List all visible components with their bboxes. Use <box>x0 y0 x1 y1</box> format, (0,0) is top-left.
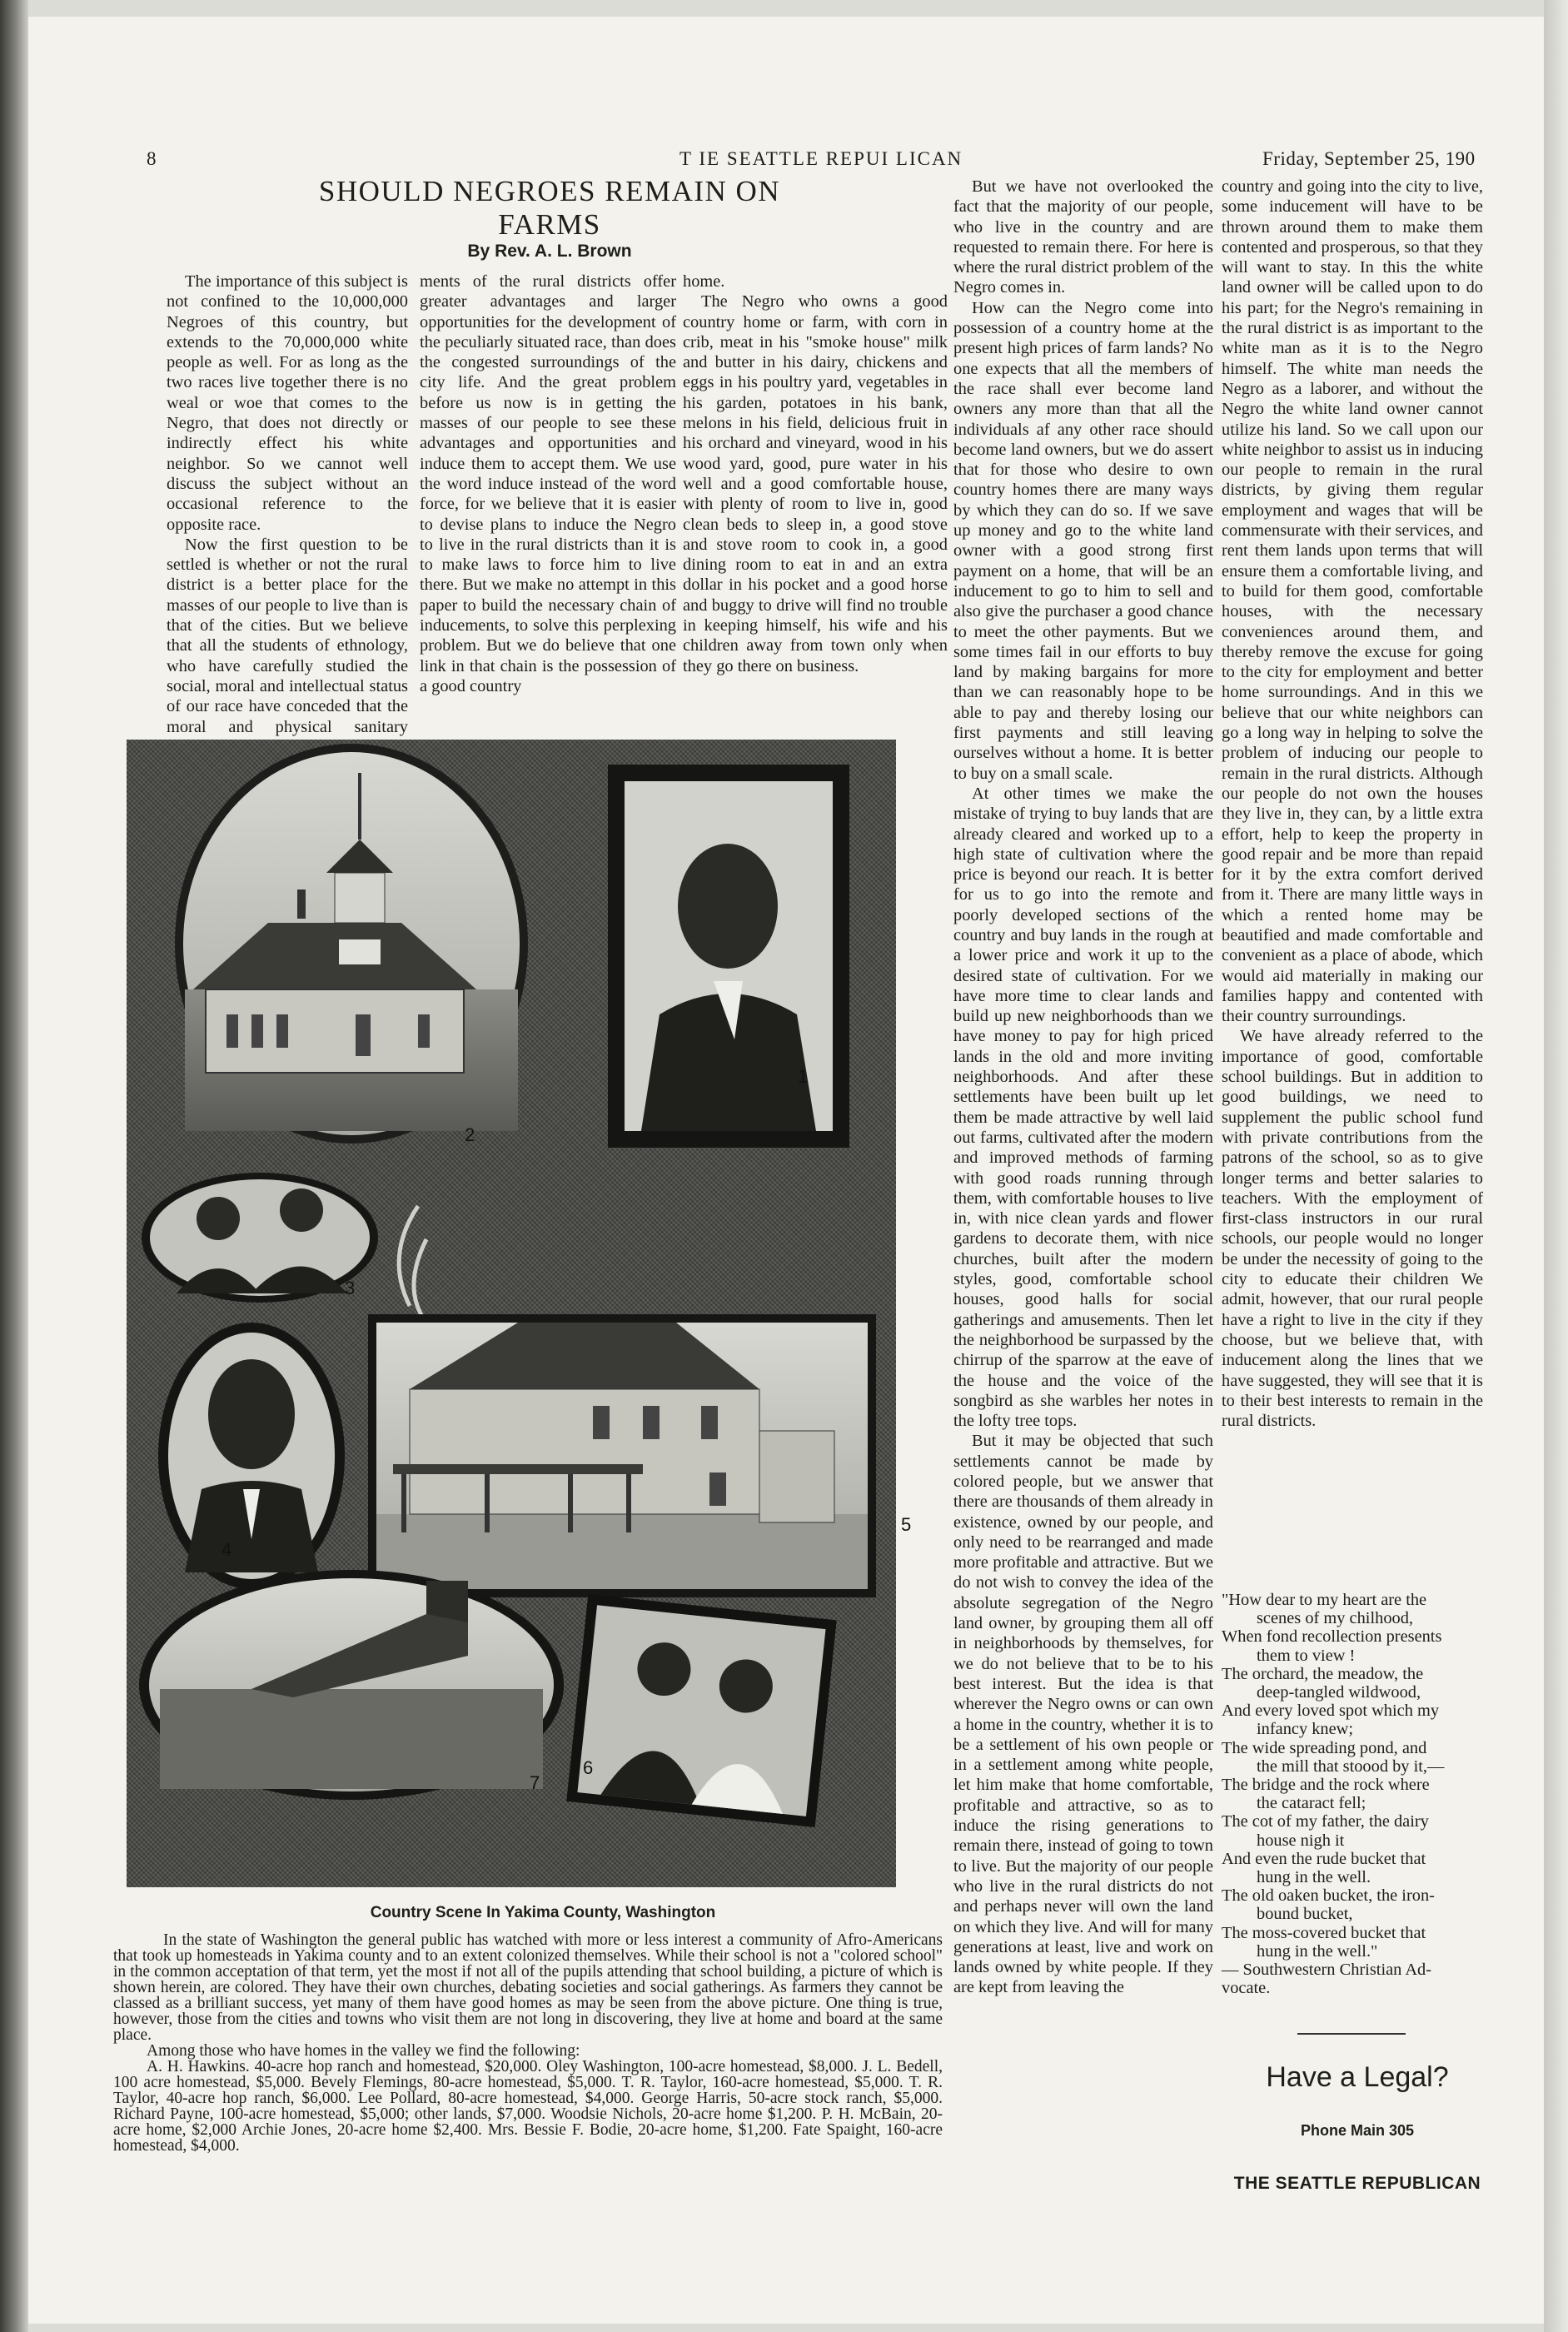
poem-line: The orchard, the meadow, the <box>1222 1664 1424 1683</box>
poem-line: — Southwestern Christian Ad- <box>1222 1961 1432 1980</box>
article-column-4 <box>953 177 1213 1998</box>
poem-line: them to view ! <box>1257 1646 1356 1665</box>
poem-line: The wide spreading pond, and <box>1222 1738 1427 1757</box>
poem-line: And even the rude bucket that <box>1222 1849 1426 1868</box>
poem-quote <box>1222 1591 1488 1997</box>
divider-rule <box>1297 2033 1406 2035</box>
poem-line: vocate. <box>1222 1979 1271 1998</box>
paragraph: But we have not overlooked the fact that the majority of our people, who live in the country and are requested to remain there. For here is where the rural district problem of the Negro comes in. <box>953 177 1213 297</box>
collage-illustration <box>127 740 896 1887</box>
article-column-2 <box>420 272 676 696</box>
poem-line: When fond recollection presents <box>1222 1627 1442 1647</box>
portrait-photo-1 <box>608 765 849 1148</box>
poem-line: the cataract fell; <box>1257 1794 1366 1813</box>
article-column-5 <box>1222 177 1483 1431</box>
poem-line: house nigh it <box>1257 1831 1345 1850</box>
schoolhouse-photo <box>175 744 528 1144</box>
paragraph: In the state of Washington the general public has watched with more or less interest a community of Afro-Americans that took up homesteads in Yakima county and to an extent colonized themselves. While their school is not a "colored school" in the common acceptation of that term, yet the most if not all of the pupils attending that school building, a picture of which is shown herein, are colored. They have their own churches, debating societies and social gatherings. As farmers they cannot be classed as a brilliant success, yet many of them have good homes as may be seen from the above picture. One thing is true, however, those from the cities and towns who visit them are not long in discovering, they live at home and board at the same place. <box>113 1931 943 2044</box>
page-number: 8 <box>147 148 157 169</box>
grain-elevator-photo <box>139 1570 564 1800</box>
scan-right-edge <box>1544 0 1568 2332</box>
couple-photo <box>566 1594 836 1827</box>
paragraph: The importance of this subject is not confined to the 10,000,000 Negroes of this country, but extends to the 70,000,000 white people as well. For as long as the two races live together there is no weal or woe that comes to the Negro, that does not directly or indirectly effect his white neighbor. So we cannot well discuss the subject without an occasional reference to the opposite race. <box>167 272 408 534</box>
paragraph: The Negro who owns a good country home or farm, with corn in crib, meat in his "smoke house" milk and butter in his dairy, chickens and eggs in his poultry yard, vegetables in his garden, potatoes in his bank, melons in his field, delicious fruit in his orchard and vineyard, wood in his wood yard, good, pure water in his well and a good comfortable house, with plenty of room to live in, good clean beds to sleep in, a good stove and stove room to cook in, a good dining room to eat in and an extra dollar in his pocket and a good horse and buggy to drive will find no trouble in keeping himself, his wife and his children away from town only when they go there on business. <box>683 292 948 675</box>
photo-label-7: 7 <box>530 1772 540 1793</box>
poem-line: scenes of my chilhood, <box>1257 1609 1414 1628</box>
photo-caption-title: Country Scene In Yakima County, Washington <box>370 1904 716 1921</box>
issue-date: Friday, September 25, 190 <box>1262 148 1476 169</box>
article-column-1 <box>167 272 408 757</box>
photo-label-1: 1 <box>798 1066 809 1087</box>
masthead-running-title: T IE SEATTLE REPUI LICAN <box>679 148 963 169</box>
article-title: SHOULD NEGROES REMAIN ON FARMS <box>318 175 781 241</box>
photo-label-3: 3 <box>345 1278 356 1298</box>
photo-label-4: 4 <box>222 1539 232 1560</box>
photo-caption-body <box>113 1932 943 2154</box>
ad-publisher-name: THE SEATTLE REPUBLICAN <box>1233 2174 1481 2193</box>
poem-line: deep-tangled wildwood, <box>1257 1683 1421 1702</box>
paragraph: country and going into the city to live, some inducement will have to be thrown around them to make them contented and prosperous, so that they will want to stay. In this the white land owner will be called upon to do his part; for the Negro's remaining in the rural district is as important to the white man as it is to the Negro himself. The white man needs the Negro as a laborer, and without the Negro the white land owner cannot utilize his land. So we call upon our white neighbor to assist us in inducing our people to remain in the rural districts, by giving them regular employment and wages that will be commensurate with their services, and rent them lands upon terms that will ensure them a comfortable living, and to build for them good, comfortable houses, with the necessary conveniences around them, and thereby remove the excuse for going to the city for employment and better home surroundings. And in this we believe that our white neighbors can go a long way in helping to solve the problem of inducing our people to remain in the rural districts. Although our people do not own the houses they live in, they can, by a little extra effort, help to keep the property in good repair and be more than repaid for it by the extra comfort derived from it. There are many little ways in which a rented home may be beautified and made comfortable and convenient as a place of abode, which would aid materially in making our families happy and contented with their country surroundings. <box>1222 177 1483 1026</box>
house-photo <box>368 1314 876 1597</box>
poem-line: And every loved spot which my <box>1222 1702 1440 1721</box>
paragraph: How can the Negro come into possession of a country home at the present high prices of farm lands? No one expects that all the members of the race shall ever become land owners any more than that all the individuals af any other race should become land owners, but we do assert that for those who desire to own country homes there are many ways by which they can do so. If we save up money and go to the white land owner with a good strong first payment on a home, that will be an inducement to go to him to sell and also give the purchaser a good chance to meet the other payments. But we some times fail in our efforts to buy land by making bargains for more than we can reasonably hope to be able to pay and thereby losing our first payments and still leaving ourselves without a home. It is better to buy on a small scale. <box>953 298 1213 783</box>
photo-label-6: 6 <box>583 1757 594 1778</box>
poem-line: The bridge and the rock where <box>1222 1776 1430 1795</box>
paragraph: ments of the rural districts offer greater advantages and larger opportunities for the development of the peculiarly situated race, than does the congested surroundings of the city life. And the great problem before us now is in getting the masses of our people to see these advantages and opportunities and induce them to accept them. We use the word induce instead of the word force, for we believe that it is easier to devise plans to induce the Negro to live in the rural districts than it is to make laws to force him to live there. But we make no attempt in this paper to build the necessary chain of inducements, to solve this perplexing problem. But we do believe that one link in that chain is the possession of a good country <box>420 272 676 695</box>
paragraph: But it may be objected that such settlements cannot be made by colored people, but we answer that there are thousands of them already in existence, owned by our people, and only need to be rearranged and made more profitable and attractive. But we do not wish to convey the idea of the absolute segregation of the Negro land owner, by grouping them all off in neighborhoods by themselves, for we do not believe that to be to his best interest. But the idea is that wherever the Negro owns or can own a home in the country, whether it is to be a settlement of his own people or in a settlement among white people, let him make that home comfortable, profitable and attractive, so as to induce the rising generations to remain there, instead of going to town to live. But the majority of our people who live in the rural districts do not and perhaps never will own the land on which they live. And will for many generations at least, live and work on lands owned by white people. If they are kept from leaving the <box>953 1432 1213 1997</box>
ad-headline: Have a Legal? <box>1266 2061 1449 2093</box>
poem-line: The old oaken bucket, the iron- <box>1222 1886 1435 1906</box>
photo-label-2: 2 <box>465 1124 475 1145</box>
poem-line: hung in the well." <box>1257 1941 1378 1961</box>
photo-collage <box>127 740 912 1887</box>
article-column-3 <box>683 272 948 676</box>
paragraph: Now the first question to be settled is whether or not the rural district is a better place for the masses of our people to live than is that of the cities. But we believe that all the students of ethnology, who have carefully studied the social, moral and intellectual status of our race have conceded that the moral and physical sanitary <box>167 535 408 736</box>
poem-line: infancy knew; <box>1257 1720 1354 1739</box>
ad-phone: Phone Main 305 <box>1300 2122 1415 2139</box>
paragraph: Among those who have homes in the valley we find the following: <box>147 2042 580 2060</box>
paragraph: home. <box>683 272 725 291</box>
poem-line: the mill that stoood by it,— <box>1257 1756 1445 1776</box>
portrait-photo-4 <box>158 1323 345 1589</box>
poem-line: "How dear to my heart are the <box>1222 1591 1427 1609</box>
photo-label-5: 5 <box>901 1514 912 1535</box>
paragraph: At other times we make the mistake of trying to buy lands that are already cleared and worked up to a high state of cultivation where the price is beyond our reach. It is better for us to go into the remote and poorly developed sections of the country and buy lands in the rough at a lower price and work it up to the desired state of cultivation. For we have more time to clear lands and build up new neighborhoods than we have money to pay for high priced lands in the old and more inviting neighborhoods. And after these settlements have been built up let them be made attractive by well laid out farms, cultivated after the modern and improved methods of farming with good roads running through them, with comfortable houses to live in, with nice clean yards and flower gardens to decorate them, with nice churches, built after the modern styles, good, comfortable school houses, good halls for social gatherings and amusements. Then let the neighborhood be surpassed by the chirrup of the sparrow at the eave of the house and the voice of the songbird as she warbles her notes in the lofty tree tops. <box>953 784 1213 1431</box>
two-men-photo <box>142 1173 378 1303</box>
scan-left-edge <box>0 0 28 2332</box>
paragraph: A. H. Hawkins. 40-acre hop ranch and homestead, $20,000. Oley Washington, 100-acre homestead, $8,000. J. L. Bedell, 100 acre homestead, $5,000. Bevely Flemings, 80-acre homestead, $5,000. T. R. Taylor, 160-acre homestead, $5,000. T. R. Taylor, 40-acre hop ranch, $6,000. Lee Pollard, 80-acre homestead, $4,000. George Harris, 50-acre stock ranch, $5,000. Richard Payne, 100-acre homestead, $5,000; other lands, $7,000. Woodsie Nichols, 20-acre home $1,200. P. H. McBain, 20-acre home, $2,000 Archie Jones, 20-acre home $2,400. Mrs. Bessie F. Bodie, 20-acre home, $1,200. Fate Spaight, 160-acre homestead, $4,000. <box>113 2058 943 2155</box>
paragraph: We have already referred to the importance of good, comfortable school buildings. But in addition to good buildings, we need to supplement the public school fund with private contributions from the patrons of the school, so as to give longer terms and better salaries to teachers. With the employment of first-class instructors in our rural schools, our people would no longer be under the necessity of going to the city to educate their children We admit, however, that our rural people have a right to live in the city if they choose, but we believe that, with inducement along the lines that we have suggested, they will see that it is to their best interests to remain in the rural districts. <box>1222 1027 1483 1431</box>
poem-line: hung in the well. <box>1257 1868 1371 1887</box>
article-byline: By Rev. A. L. Brown <box>467 242 632 261</box>
poem-line: bound bucket, <box>1257 1905 1353 1924</box>
poem-line: The moss-covered bucket that <box>1222 1923 1426 1942</box>
poem-line: The cot of my father, the dairy <box>1222 1812 1429 1831</box>
